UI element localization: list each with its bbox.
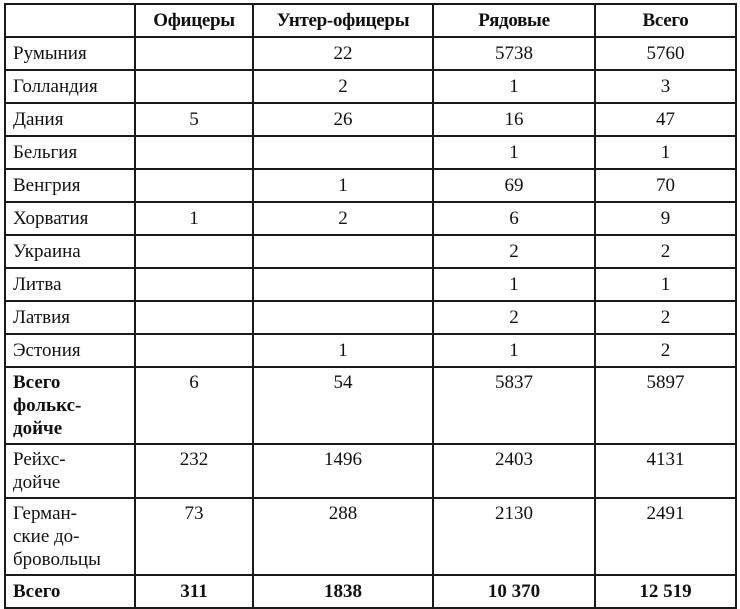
row-label [5,136,135,169]
row-label-line: Эстония [13,340,81,361]
cell-officers: 1 [135,202,253,235]
table-row-grand-total [5,575,736,608]
cell-total: 12 519 [595,575,736,608]
cell-nco: 2 [253,202,433,235]
cell-total: 3 [595,70,736,103]
header-nco: Унтер-офицеры [253,4,433,37]
cell-privates: 1 [433,136,595,169]
cell-privates: 16 [433,103,595,136]
row-label [5,37,135,70]
table-row [5,103,736,136]
cell-nco: 1496 [253,444,433,498]
cell-nco [253,136,433,169]
cell-nco [253,301,433,334]
header-privates: Рядовые [433,4,595,37]
row-label-line: Дания [13,109,64,130]
cell-officers [135,301,253,334]
row-label-line: Всего [13,581,61,602]
cell-nco: 288 [253,498,433,575]
table-row [5,498,736,575]
header-officers: Офицеры [135,4,253,37]
cell-officers: 232 [135,444,253,498]
row-label-line: Голландия [13,76,98,97]
row-label [5,70,135,103]
cell-privates: 6 [433,202,595,235]
cell-privates: 1 [433,70,595,103]
cell-total: 9 [595,202,736,235]
row-label-line: Рейхс- [13,449,66,470]
header-total: Всего [595,4,736,37]
row-label-line: Хорватия [13,208,89,229]
table-row [5,301,736,334]
row-label [5,235,135,268]
cell-nco: 1 [253,334,433,367]
row-label-line: бровольцы [13,549,101,570]
cell-officers [135,235,253,268]
cell-total: 4131 [595,444,736,498]
table-row-volksdeutsche-total [5,367,736,444]
cell-privates: 2 [433,235,595,268]
row-label-line: Румыния [13,43,87,64]
row-label-line: Литва [13,274,62,295]
header-corner-cell [5,4,135,37]
table-row [5,136,736,169]
cell-nco: 22 [253,37,433,70]
cell-privates: 5837 [433,367,595,444]
table-row [5,334,736,367]
table-row [5,235,736,268]
row-label-line: Бельгия [13,142,78,163]
cell-privates: 5738 [433,37,595,70]
cell-nco: 1838 [253,575,433,608]
cell-privates: 2130 [433,498,595,575]
cell-officers [135,268,253,301]
cell-total: 5760 [595,37,736,70]
cell-total: 1 [595,268,736,301]
cell-nco [253,235,433,268]
row-label [5,575,135,608]
row-label [5,169,135,202]
table-row [5,70,736,103]
cell-total: 1 [595,136,736,169]
cell-officers [135,37,253,70]
table-row [5,268,736,301]
cell-nco: 26 [253,103,433,136]
cell-privates: 10 370 [433,575,595,608]
cell-total: 47 [595,103,736,136]
row-label-line: Латвия [13,307,71,328]
cell-officers: 73 [135,498,253,575]
row-label [5,334,135,367]
cell-privates: 2 [433,301,595,334]
row-label-line: Герман- [13,503,78,524]
cell-officers: 311 [135,575,253,608]
row-label-line: дойче [13,418,63,439]
row-label [5,498,135,575]
cell-nco: 54 [253,367,433,444]
table-row [5,202,736,235]
cell-total: 5897 [595,367,736,444]
cell-officers [135,70,253,103]
cell-officers [135,334,253,367]
row-label-line: ские до- [13,526,80,547]
cell-nco: 1 [253,169,433,202]
cell-total: 2 [595,301,736,334]
row-label-line: Всего [13,372,61,393]
row-label [5,103,135,136]
cell-total: 2 [595,334,736,367]
cell-privates: 1 [433,334,595,367]
cell-privates: 2403 [433,444,595,498]
cell-officers: 5 [135,103,253,136]
cell-officers [135,169,253,202]
row-label-line: Украина [13,241,81,262]
cell-total: 2491 [595,498,736,575]
row-label [5,301,135,334]
row-label [5,202,135,235]
cell-officers: 6 [135,367,253,444]
row-label-line: фолькс- [13,395,82,416]
table-row [5,169,736,202]
cell-privates: 69 [433,169,595,202]
cell-total: 2 [595,235,736,268]
cell-officers [135,136,253,169]
table-header-row [5,4,736,37]
row-label-line: дойче [13,472,61,493]
row-label [5,367,135,444]
table-row [5,444,736,498]
row-label-line: Венгрия [13,175,81,196]
cell-privates: 1 [433,268,595,301]
cell-nco [253,268,433,301]
table-row [5,37,736,70]
row-label [5,268,135,301]
cell-nco: 2 [253,70,433,103]
cell-total: 70 [595,169,736,202]
personnel-table [4,3,737,609]
row-label [5,444,135,498]
